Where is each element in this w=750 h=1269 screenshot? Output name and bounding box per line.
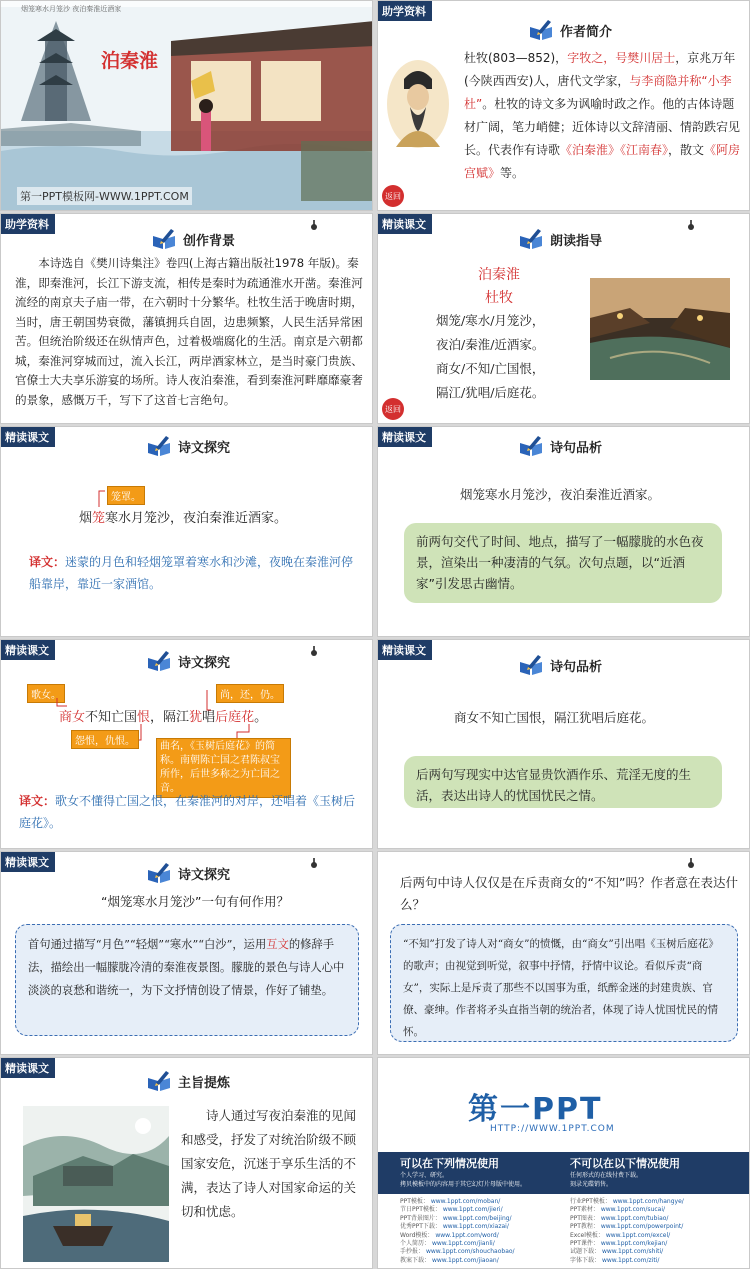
ink-painting xyxy=(23,1106,169,1262)
slide-heading xyxy=(146,650,230,672)
background-text: 本诗选自《樊川诗集注》卷四(上海古籍出版社1978 年版)。秦淮，即秦淮河，长江下游支流，相传是秦时为疏通淮水开凿。秦淮河流经的南京夫子庙一带，在六朝时十分繁华。杜牧生活于晚唐时期，当时，唐王朝国势衰微，藩镇拥兵自固，边患频繁，人民生活异常困苦。但统治阶级还在纵情声色，过着极端腐化的生活。南京是六朝都城，秦淮河穿城而过，流入长江，两岸酒家林立，是当时豪门贵族、官僚士大夫享乐游宴的场所。诗人夜泊秦淮，看到秦淮河畔靡靡豪奢的景象，感慨万千，写下了这首七言绝句。 xyxy=(15,256,363,407)
link-url[interactable]: www.1ppt.com/xiazai/ xyxy=(442,1223,509,1231)
translation-label: 译文： xyxy=(29,555,66,569)
slide-explore-3[interactable] xyxy=(0,851,373,1055)
heading-text: 主旨提炼 xyxy=(178,1075,231,1091)
cover-caption: 第一PPT模板网-WWW.1PPT.COM xyxy=(17,187,192,205)
poem-char: 。 xyxy=(254,710,268,725)
cannot-item: 任何形式的在线付费下载。 xyxy=(570,1172,643,1179)
poem-title: 泊秦淮 xyxy=(478,267,520,283)
link-label: 手抄报： xyxy=(400,1248,425,1256)
link-label: Word模板： xyxy=(400,1231,434,1239)
link-row[interactable] xyxy=(570,1215,745,1223)
pin-icon xyxy=(311,220,317,230)
answer-box xyxy=(15,924,359,1036)
link-label: PPT背景图片： xyxy=(400,1214,441,1222)
link-label: PPT图表： xyxy=(570,1214,599,1222)
link-label: 行业PPT模板： xyxy=(570,1198,611,1205)
poem-keyword: 笼 xyxy=(92,511,106,526)
slide-tag: 精读课文 xyxy=(1,427,55,447)
slide-cover[interactable] xyxy=(0,0,373,211)
slide-tag: 精读课文 xyxy=(378,640,432,660)
qinhuai-photo xyxy=(590,278,730,380)
text-highlight: 与李商隐并称“小李杜” xyxy=(464,74,732,111)
link-url[interactable]: www.1ppt.com/excel/ xyxy=(605,1231,671,1239)
slide-theme[interactable] xyxy=(0,1057,373,1269)
translation xyxy=(19,790,359,834)
book-pen-icon xyxy=(528,19,554,41)
heading-text: 诗文探究 xyxy=(178,867,231,883)
link-url[interactable]: www.1ppt.com/shiti/ xyxy=(601,1248,664,1256)
book-pen-icon xyxy=(518,228,544,250)
pin-icon xyxy=(311,858,317,868)
slide-end[interactable] xyxy=(377,1057,750,1269)
link-row[interactable] xyxy=(400,1248,570,1256)
theme-text: 诗人通过写夜泊秦淮的见闻和感受，抒发了对统治阶级不顾国家安危，沉迷于享乐生活的不满，表达了诗人对国家命运的关切和忧虑。 xyxy=(181,1108,357,1219)
link-label: PPT教程： xyxy=(570,1223,599,1231)
answer-text: 的修辞手法，描绘出一幅朦胧冷清的秦淮夜景图。朦胧的景色与诗人心中淡淡的哀愁和谐统一，为下文抒情创设了情景，作好了铺垫。 xyxy=(28,938,345,997)
author-text xyxy=(464,47,744,185)
link-url[interactable]: www.1ppt.com/shouchaobao/ xyxy=(425,1248,515,1256)
link-label: 节日PPT模板： xyxy=(400,1206,441,1214)
link-label: 试题下载： xyxy=(570,1248,601,1256)
poem-keyword: 犹 xyxy=(189,710,203,725)
poem-lines xyxy=(436,309,544,405)
poem-line xyxy=(79,507,287,526)
link-row[interactable] xyxy=(400,1232,570,1240)
can-item: 拷贝模板中的内容用于其它幻灯片母版中使用。 xyxy=(400,1181,527,1188)
cannot-item: 刻录光碟销售。 xyxy=(570,1181,613,1188)
slide-heading xyxy=(146,1070,230,1092)
pin-icon xyxy=(688,220,694,230)
link-label: PPT模板： xyxy=(400,1198,429,1205)
link-url[interactable]: www.1ppt.com/word/ xyxy=(435,1231,499,1239)
note-tag: 尚，还，仍。 xyxy=(216,684,284,703)
text-part: 杜牧(803—852)， xyxy=(464,51,568,65)
link-url[interactable]: www.1ppt.com/moban/ xyxy=(430,1198,501,1205)
answer-text: 首句通过描写“月色”“轻烟”“寒水”“白沙”，运用 xyxy=(28,938,267,951)
slide-heading xyxy=(518,654,602,676)
logo: 第一PPT xyxy=(468,1092,603,1127)
analysis-box: 后两句写现实中达官显贵饮酒作乐、荒淫无度的生活，表达出诗人的忧国忧民之情。 xyxy=(404,756,722,808)
book-pen-icon xyxy=(518,654,544,676)
slide-author[interactable] xyxy=(377,0,750,211)
text-part: ，京兆万年(今陕西西安)人，唐代文学家， xyxy=(464,51,736,88)
link-url[interactable]: www.1ppt.com/kejian/ xyxy=(600,1240,668,1248)
question: 后两句中诗人仅仅是在斥责商女的“不知”吗？作者意在表达什么？ xyxy=(400,875,738,912)
poem-line: 烟笼/寒水/月笼沙， xyxy=(436,313,545,328)
slide-heading xyxy=(146,862,230,884)
poem-author: 杜牧 xyxy=(485,290,513,306)
link-url[interactable]: www.1ppt.com/sucai/ xyxy=(600,1206,666,1214)
link-row[interactable] xyxy=(400,1223,570,1231)
link-row[interactable] xyxy=(570,1248,745,1256)
link-url[interactable]: www.1ppt.com/ziti/ xyxy=(601,1256,660,1264)
poem-line: 商女不知亡国恨，隔江犹唱后庭花。 xyxy=(454,710,655,725)
heading-text: 诗文探究 xyxy=(178,655,231,671)
poem-char: 烟 xyxy=(79,511,93,526)
slide-background[interactable] xyxy=(0,213,373,424)
note-tag: 歌女。 xyxy=(27,684,65,703)
heading-text: 诗句品析 xyxy=(550,440,603,456)
text-part: ，散文 xyxy=(668,143,705,157)
slide-tag: 精读课文 xyxy=(378,214,432,234)
text-part: 等。 xyxy=(500,166,525,180)
link-label: 优秀PPT下载： xyxy=(400,1223,441,1231)
translation-text: 迷蒙的月色和轻烟笼罩着寒水和沙滩，夜晚在秦淮河停船靠岸，靠近一家酒馆。 xyxy=(29,555,354,591)
cannot-title: 不可以在以下情况使用 xyxy=(570,1157,680,1170)
translation-label: 译文： xyxy=(19,794,56,808)
can-item: 个人学习、研究。 xyxy=(400,1172,449,1179)
book-pen-icon xyxy=(151,228,177,250)
slide-tag: 精读课文 xyxy=(1,852,55,872)
note-tag: 笼罩。 xyxy=(107,486,145,505)
link-url[interactable]: www.1ppt.com/hangye/ xyxy=(612,1198,684,1205)
author-portrait xyxy=(386,59,450,149)
link-row[interactable] xyxy=(570,1206,745,1214)
slide-tag: 精读课文 xyxy=(378,427,432,447)
pin-icon xyxy=(688,858,694,868)
slide-tag: 精读课文 xyxy=(1,640,55,660)
book-pen-icon xyxy=(146,1070,172,1092)
heading-text: 作者简介 xyxy=(560,24,613,40)
poem-line: 烟笼寒水月笼沙，夜泊秦淮近酒家。 xyxy=(460,487,661,502)
link-url[interactable]: www.1ppt.com/powerpoint/ xyxy=(600,1223,684,1231)
text-highlight: 字牧之，号樊川居士 xyxy=(567,51,676,65)
link-url[interactable]: www.1ppt.com/jieri/ xyxy=(442,1206,503,1214)
poem-char: ，隔江 xyxy=(150,710,190,725)
poem-keyword: 商女 xyxy=(59,710,86,725)
logo-url: HTTP://WWW.1PPT.COM xyxy=(490,1124,615,1134)
translation xyxy=(29,551,359,595)
heading-text: 诗句品析 xyxy=(550,659,603,675)
link-label: PPT素材： xyxy=(570,1206,599,1214)
slide-heading xyxy=(518,228,602,250)
link-label: Excel模板： xyxy=(570,1231,604,1239)
book-pen-icon xyxy=(146,650,172,672)
link-row[interactable] xyxy=(570,1223,745,1231)
can-title: 可以在下列情况使用 xyxy=(400,1157,499,1170)
note-tag-long: 曲名，《玉树后庭花》的简称。南朝陈亡国之君陈叔宝所作，后世多称之为亡国之音。 xyxy=(156,738,291,798)
slide-tag: 助学资料 xyxy=(378,1,432,21)
link-row[interactable] xyxy=(570,1232,745,1240)
return-button[interactable]: 返回 xyxy=(382,398,404,420)
note-tag: 怨恨，仇恨。 xyxy=(71,730,139,749)
slide-question-2[interactable] xyxy=(377,851,750,1055)
note-bracket xyxy=(97,489,107,509)
link-url[interactable]: www.1ppt.com/tubiao/ xyxy=(600,1214,669,1222)
link-label: 教案下载： xyxy=(400,1256,431,1264)
text-part: 。杜牧的诗文多为讽喻时政之作。他的古体诗题材广阔，笔力峭健；近体诗以文辞清丽、情韵跌宕见长。代表作有诗歌 xyxy=(464,97,741,157)
poem-keyword: 恨 xyxy=(137,710,151,725)
poem-line: 隔江/犹唱/后庭花。 xyxy=(436,385,545,400)
link-label: 字体下载： xyxy=(570,1256,601,1264)
link-label: PPT课件： xyxy=(570,1240,599,1248)
cover-top-strip: 烟笼寒水月笼沙 夜泊秦淮近酒家 xyxy=(21,5,122,13)
slide-explore-1[interactable] xyxy=(0,426,373,637)
link-row[interactable] xyxy=(400,1206,570,1214)
link-url[interactable]: www.1ppt.com/beijing/ xyxy=(442,1214,512,1222)
link-row[interactable] xyxy=(400,1215,570,1223)
slide-heading xyxy=(146,435,230,457)
slide-reading-guide[interactable] xyxy=(377,213,750,424)
heading-text: 创作背景 xyxy=(183,233,236,249)
cover-illustration xyxy=(1,1,373,211)
answer-box: “不知”打发了诗人对“商女”的愤慨，由“商女”引出唱《玉树后庭花》的歌声；由视觉到听觉，叙事中抒情，抒情中议论。看似斥责“商女”，实际上是斥责了那些不以国事为重，纸醉金迷的封建贵族、官僚、豪绅。作者将矛头直指当朝的统治者，体现了诗人忧国忧民的情怀。 xyxy=(390,924,738,1042)
link-row[interactable] xyxy=(570,1257,745,1265)
link-url[interactable]: www.1ppt.com/jianli/ xyxy=(431,1240,495,1248)
poem-char: 寒水月笼沙，夜泊秦淮近酒家。 xyxy=(105,511,288,526)
link-label: 个人简历： xyxy=(400,1240,431,1248)
slide-heading xyxy=(528,19,612,41)
analysis-box: 前两句交代了时间、地点，描写了一幅朦胧的水色夜景，渲染出一种凄清的气氛。次句点题，以“近酒家”引发思古幽情。 xyxy=(404,523,722,603)
answer-highlight: 互文 xyxy=(266,938,289,951)
slide-tag: 助学资料 xyxy=(1,214,55,234)
link-url[interactable]: www.1ppt.com/jiaoan/ xyxy=(431,1256,499,1264)
poem-char: 唱 xyxy=(202,710,216,725)
slide-heading xyxy=(151,228,235,250)
slide-analysis-2[interactable] xyxy=(377,639,750,849)
book-pen-icon xyxy=(518,435,544,457)
cover-title: 泊秦淮 xyxy=(101,50,159,72)
heading-text: 诗文探究 xyxy=(178,440,231,456)
slide-explore-2[interactable] xyxy=(0,639,373,849)
book-pen-icon xyxy=(146,862,172,884)
links-right xyxy=(570,1198,745,1265)
slide-heading xyxy=(518,435,602,457)
pin-icon xyxy=(311,646,317,656)
return-button[interactable]: 返回 xyxy=(382,185,404,207)
question: “烟笼寒水月笼沙”一句有何作用？ xyxy=(101,894,289,909)
text-highlight: 《阿房宫赋》 xyxy=(464,143,741,180)
slide-analysis-1[interactable] xyxy=(377,426,750,637)
book-pen-icon xyxy=(146,435,172,457)
slide-tag: 精读课文 xyxy=(1,1058,55,1078)
poem-line: 商女/不知/亡国恨， xyxy=(436,361,545,376)
poem-line: 夜泊/秦淮/近酒家。 xyxy=(436,337,545,352)
heading-text: 朗读指导 xyxy=(550,233,603,249)
link-row[interactable] xyxy=(400,1257,570,1265)
links-left xyxy=(400,1198,570,1265)
poem-char: 不知亡国 xyxy=(85,710,138,725)
poem-keyword: 后庭花 xyxy=(215,710,255,725)
translation-text: 歌女不懂得亡国之恨，在秦淮河的对岸，还唱着《玉树后庭花》。 xyxy=(19,794,356,830)
text-highlight: 《泊秦淮》《江南春》 xyxy=(560,143,669,157)
